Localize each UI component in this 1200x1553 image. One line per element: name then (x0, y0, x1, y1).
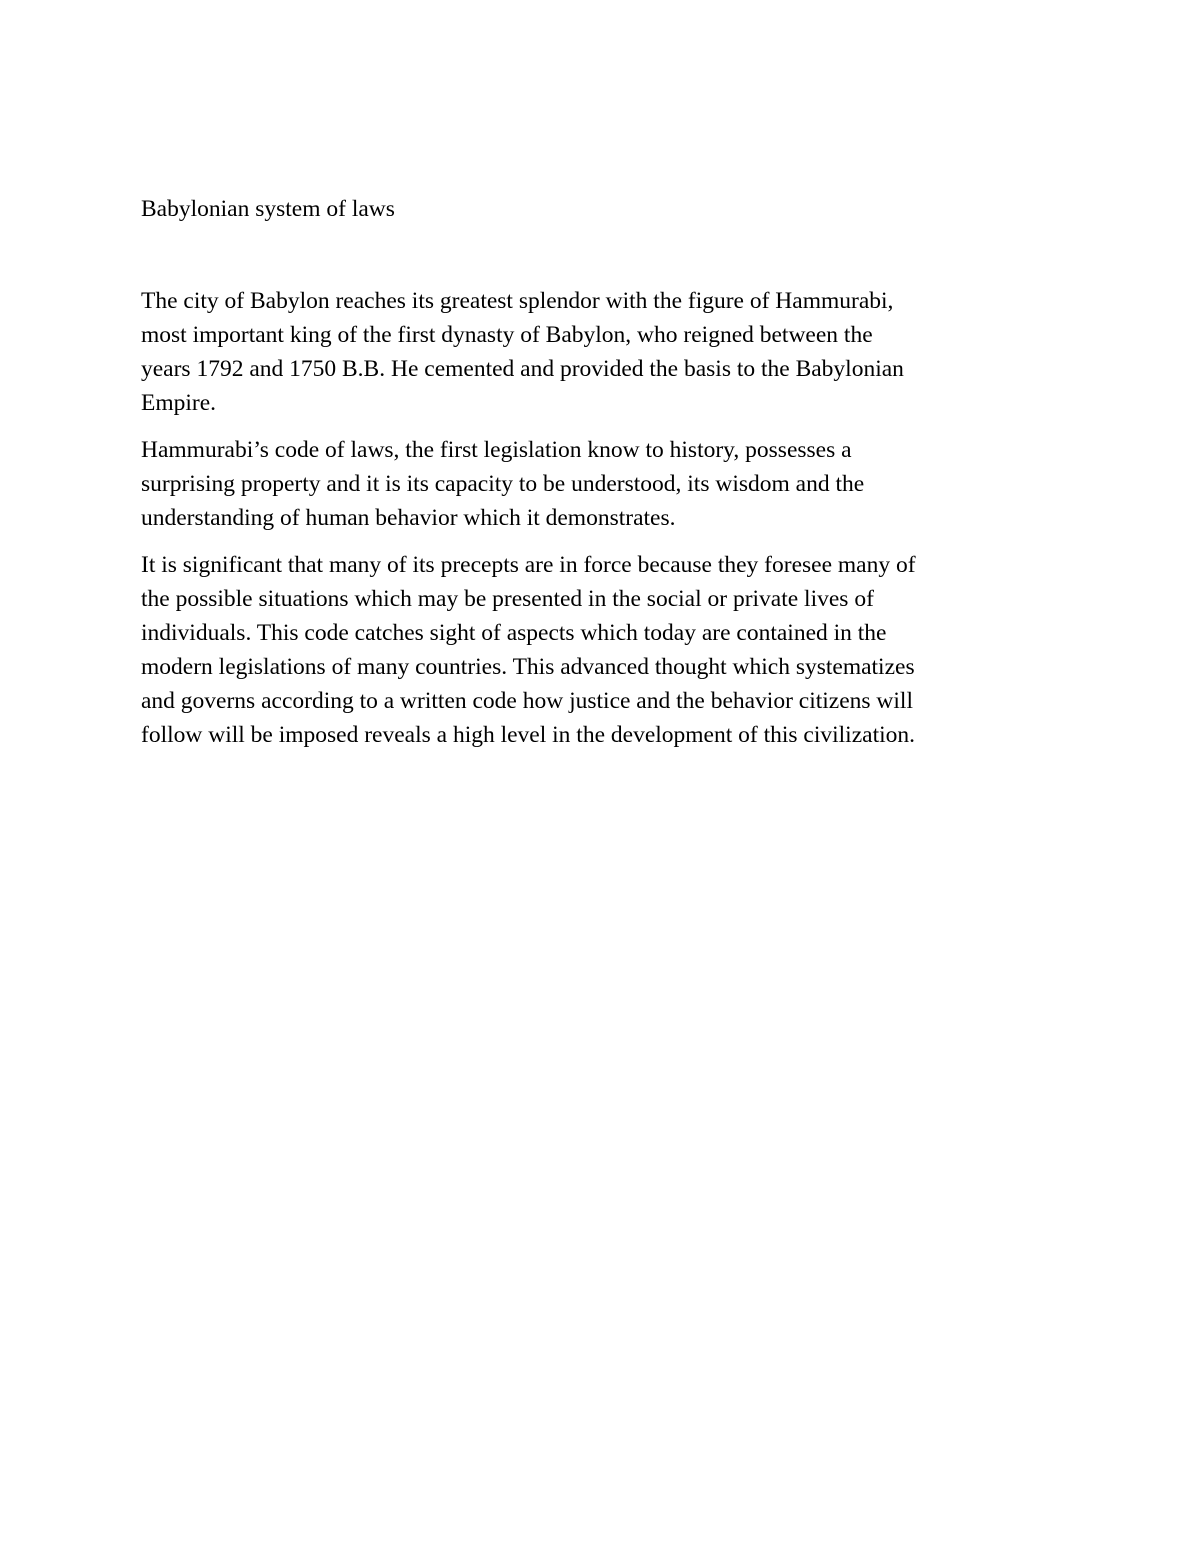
paragraph-line: most important king of the first dynasty of Babylon, who reigned between the (141, 322, 873, 348)
document-body (141, 192, 1061, 752)
title-spacer (141, 226, 1061, 284)
document-title: Babylonian system of laws (141, 196, 395, 222)
paragraph-2 (141, 433, 1061, 535)
paragraph-spacer (141, 535, 1061, 548)
paragraph-line: and governs according to a written code how justice and the behavior citizens will (141, 688, 913, 714)
paragraph-line: It is significant that many of its precepts are in force because they foresee many of (141, 552, 916, 578)
paragraph-1 (141, 284, 1061, 420)
paragraph-spacer (141, 420, 1061, 433)
paragraph-line: Empire. (141, 390, 217, 416)
paragraph-line: years 1792 and 1750 B.B. He cemented and provided the basis to the Babylonian (141, 356, 904, 382)
paragraph-line: the possible situations which may be presented in the social or private lives of (141, 586, 874, 612)
paragraph-line: individuals. This code catches sight of aspects which today are contained in the (141, 620, 887, 646)
paragraph-line: Hammurabi’s code of laws, the first legislation know to history, possesses a (141, 437, 852, 463)
paragraph-line: understanding of human behavior which it demonstrates. (141, 505, 676, 531)
paragraph-3 (141, 548, 1061, 752)
paragraph-line: surprising property and it is its capacity to be understood, its wisdom and the (141, 471, 865, 497)
paragraph-line: The city of Babylon reaches its greatest splendor with the figure of Hammurabi, (141, 288, 894, 314)
paragraph-line: follow will be imposed reveals a high level in the development of this civilization. (141, 722, 916, 748)
paragraph-line: modern legislations of many countries. This advanced thought which systematizes (141, 654, 915, 680)
